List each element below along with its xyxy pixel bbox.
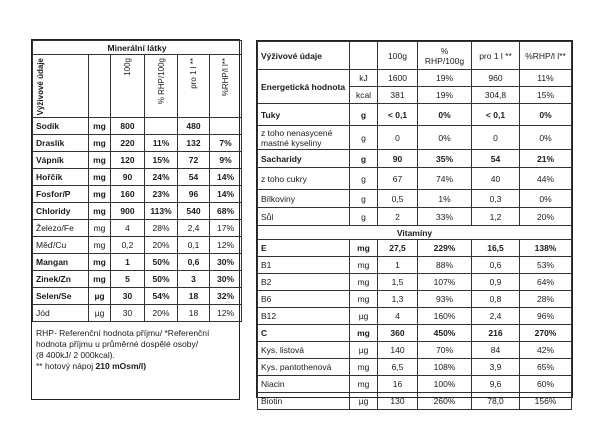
vitamin-row-unit: µg <box>350 342 378 359</box>
nutrient-row <box>258 104 572 126</box>
nutrient-row <box>258 126 572 150</box>
nutrient-row-pctl: 44% <box>520 168 572 190</box>
mineral-row <box>33 271 242 288</box>
vitamin-row-v100: 4 <box>378 308 418 325</box>
mineral-row-pct: 50% <box>145 254 178 271</box>
nutrient-row-perl: 40 <box>472 168 520 190</box>
vitamin-row-perl: 78,0 <box>472 393 520 410</box>
mineral-row-name: Železo/Fe <box>33 220 89 237</box>
vitamin-row-v100: 140 <box>378 342 418 359</box>
mineral-row <box>33 169 242 186</box>
vitamin-row-pctl: 64% <box>520 274 572 291</box>
vitamin-row-unit: mg <box>350 291 378 308</box>
vitamin-row-name: Kys. listová <box>258 342 350 359</box>
nutrient-row-pctl: 0% <box>520 104 572 126</box>
mineral-row-unit: mg <box>89 220 111 237</box>
header-pct-100g: % RHP/100g <box>156 58 166 105</box>
energy-label: Energetická hodnota <box>258 70 350 104</box>
vitamin-row-name: B2 <box>258 274 350 291</box>
vitamin-row-unit: mg <box>350 257 378 274</box>
mineral-row-name: Draslík <box>33 135 89 152</box>
header-100g: 100g <box>123 58 132 76</box>
nutrient-row-v100: 0,5 <box>378 190 418 208</box>
energy-kcal-row: kcal 381 19% 304,8 15% <box>258 87 572 104</box>
vitamin-row <box>258 240 572 257</box>
vitamin-row <box>258 342 572 359</box>
mineral-row-unit: mg <box>89 152 111 169</box>
vitamin-row-pctl: 42% <box>520 342 572 359</box>
nutrient-row-perl: < 0,1 <box>472 104 520 126</box>
mineral-row <box>33 152 242 169</box>
mineral-row-v100: 120 <box>111 152 145 169</box>
vitamin-row-pctl: 28% <box>520 291 572 308</box>
mineral-row-pct: 23% <box>145 186 178 203</box>
mineral-row-perl: 480 <box>178 118 210 135</box>
vitamin-row-perl: 9,6 <box>472 376 520 393</box>
mineral-row-perl: 18 <box>178 305 210 322</box>
nutrient-row-unit: g <box>350 150 378 168</box>
vitamin-row <box>258 291 572 308</box>
mineral-row-pctl: 14% <box>210 169 242 186</box>
vitamin-row-unit: mg <box>350 376 378 393</box>
mineral-row-unit: mg <box>89 203 111 220</box>
minerals-title: Minerální látky <box>33 41 242 55</box>
mineral-row-perl: 0,1 <box>178 237 210 254</box>
nutrient-row-pct: 0% <box>418 126 472 150</box>
mineral-row-perl: 18 <box>178 288 210 305</box>
nutrient-row-name: Tuky <box>258 104 350 126</box>
vitamin-row-perl: 2,4 <box>472 308 520 325</box>
nutrition-panel <box>256 40 573 406</box>
vitamin-row-pct: 107% <box>418 274 472 291</box>
mineral-row-unit: mg <box>89 118 111 135</box>
mineral-row-v100: 1 <box>111 254 145 271</box>
nutrient-row-name: z toho cukry <box>258 168 350 190</box>
mineral-row-v100: 160 <box>111 186 145 203</box>
header-100g: 100g <box>378 42 418 70</box>
vitamin-row <box>258 325 572 342</box>
mineral-row-pctl: 30% <box>210 254 242 271</box>
nutrient-row-name: Sacharidy <box>258 150 350 168</box>
header-per-litre: pro 1 l ** <box>472 42 520 70</box>
mineral-row <box>33 203 242 220</box>
mineral-row-name: Chloridy <box>33 203 89 220</box>
nutrient-row-unit: g <box>350 126 378 150</box>
vitamin-row-pct: 70% <box>418 342 472 359</box>
mineral-row-v100: 220 <box>111 135 145 152</box>
mineral-row-name: Fosfor/P <box>33 186 89 203</box>
vitamin-row <box>258 274 572 291</box>
mineral-row-v100: 30 <box>111 288 145 305</box>
mineral-row-pct: 113% <box>145 203 178 220</box>
vitamin-row-pct: 229% <box>418 240 472 257</box>
mineral-row-name: Selen/Se <box>33 288 89 305</box>
nutrition-body <box>258 104 572 226</box>
nutrient-row-perl: 1,2 <box>472 208 520 226</box>
vitamin-row-perl: 216 <box>472 325 520 342</box>
vitamins-title: Vitamíny <box>258 226 572 240</box>
nutrient-row-v100: 67 <box>378 168 418 190</box>
mineral-row-v100: 800 <box>111 118 145 135</box>
vitamin-row-pctl: 138% <box>520 240 572 257</box>
mineral-row-perl: 72 <box>178 152 210 169</box>
reference-note: RHP- Referenční hodnota příjmu/ *Referenční hodnota příjmu u průměrné dospělé osoby/ (8 400kJ/ 2 000kcal). ** hotový nápoj 210 mOsm/l) <box>36 328 210 372</box>
vitamin-row-unit: µg <box>350 308 378 325</box>
vitamin-row <box>258 359 572 376</box>
mineral-row-pct: 15% <box>145 152 178 169</box>
vitamin-row-pctl: 60% <box>520 376 572 393</box>
mineral-row-pctl: 7% <box>210 135 242 152</box>
vitamin-row <box>258 393 572 410</box>
vitamin-row-perl: 0,6 <box>472 257 520 274</box>
mineral-row-pctl <box>210 118 242 135</box>
vitamin-row-name: C <box>258 325 350 342</box>
nutrient-row-v100: 0 <box>378 126 418 150</box>
vitamin-row-pct: 160% <box>418 308 472 325</box>
mineral-row-perl: 96 <box>178 186 210 203</box>
mineral-row <box>33 135 242 152</box>
nutrient-row-pct: 0% <box>418 104 472 126</box>
vitamin-row-perl: 16,5 <box>472 240 520 257</box>
header-pct-100g: % RHP/100g <box>418 42 472 70</box>
mineral-row-unit: mg <box>89 169 111 186</box>
mineral-row-pctl: 12% <box>210 305 242 322</box>
mineral-row-name: Jód <box>33 305 89 322</box>
nutrient-row-perl: 54 <box>472 150 520 168</box>
mineral-row-name: Sodík <box>33 118 89 135</box>
mineral-row-perl: 540 <box>178 203 210 220</box>
mineral-row-unit: mg <box>89 135 111 152</box>
vitamin-row-name: Kys. pantothenová <box>258 359 350 376</box>
mineral-row-perl: 54 <box>178 169 210 186</box>
mineral-row-v100: 4 <box>111 220 145 237</box>
mineral-row <box>33 118 242 135</box>
mineral-row-v100: 5 <box>111 271 145 288</box>
nutrient-row-v100: 2 <box>378 208 418 226</box>
vitamin-row-pctl: 156% <box>520 393 572 410</box>
nutrient-row <box>258 208 572 226</box>
mineral-row-pctl: 32% <box>210 288 242 305</box>
vitamin-row-v100: 6,5 <box>378 359 418 376</box>
vitamin-row-v100: 16 <box>378 376 418 393</box>
mineral-row-name: Zinek/Zn <box>33 271 89 288</box>
nutrient-row-name: Bílkoviny <box>258 190 350 208</box>
mineral-row-pctl: 30% <box>210 271 242 288</box>
vitamin-row-unit: mg <box>350 359 378 376</box>
nutrient-row <box>258 190 572 208</box>
nutrient-row-pct: 33% <box>418 208 472 226</box>
vitamin-row-unit: mg <box>350 274 378 291</box>
vitamin-row-unit: mg <box>350 325 378 342</box>
mineral-row-v100: 0,2 <box>111 237 145 254</box>
nutrient-row-pct: 35% <box>418 150 472 168</box>
mineral-row-pctl: 17% <box>210 220 242 237</box>
vitamin-row-pct: 100% <box>418 376 472 393</box>
nutrient-row <box>258 168 572 190</box>
mineral-row-pct: 50% <box>145 271 178 288</box>
vitamin-row-pct: 108% <box>418 359 472 376</box>
nutrient-row-name: z toho nenasycené mastné kyseliny <box>258 126 350 150</box>
mineral-row-pct: 24% <box>145 169 178 186</box>
vitamin-row-v100: 1,3 <box>378 291 418 308</box>
vitamin-row-pctl: 270% <box>520 325 572 342</box>
mineral-row-name: Mangan <box>33 254 89 271</box>
vitamin-row <box>258 257 572 274</box>
mineral-row <box>33 186 242 203</box>
vitamin-row-perl: 84 <box>472 342 520 359</box>
vitamin-row-perl: 3,9 <box>472 359 520 376</box>
vitamin-row-pct: 88% <box>418 257 472 274</box>
nutrient-row-unit: g <box>350 168 378 190</box>
nutrient-row-v100: 90 <box>378 150 418 168</box>
nutrient-row-name: Sůl <box>258 208 350 226</box>
vitamin-row-unit: µg <box>350 393 378 410</box>
vitamin-row-v100: 1,5 <box>378 274 418 291</box>
mineral-row-unit: mg <box>89 186 111 203</box>
vitamin-row-name: B6 <box>258 291 350 308</box>
vitamin-row-name: E <box>258 240 350 257</box>
nutrient-row-unit: g <box>350 190 378 208</box>
mineral-row-perl: 2,4 <box>178 220 210 237</box>
vitamin-row-pctl: 96% <box>520 308 572 325</box>
mineral-row <box>33 288 242 305</box>
header-nutrition: Výživové údaje <box>258 42 350 70</box>
mineral-row <box>33 220 242 237</box>
nutrient-row-v100: < 0,1 <box>378 104 418 126</box>
vitamin-row <box>258 308 572 325</box>
minerals-body <box>33 118 242 322</box>
vitamin-row-v100: 27,5 <box>378 240 418 257</box>
vitamin-row-pct: 450% <box>418 325 472 342</box>
mineral-row-v100: 900 <box>111 203 145 220</box>
header-pct-litre: %RHP/l l** <box>520 42 572 70</box>
mineral-row-unit: mg <box>89 271 111 288</box>
vitamin-row <box>258 376 572 393</box>
vitamin-row-pct: 93% <box>418 291 472 308</box>
nutrition-header-row <box>258 42 572 70</box>
vitamins-body <box>258 240 572 410</box>
mineral-row-pctl: 14% <box>210 186 242 203</box>
vitamin-row-v100: 1 <box>378 257 418 274</box>
nutrient-row-pctl: 20% <box>520 208 572 226</box>
nutrient-row-pct: 1% <box>418 190 472 208</box>
mineral-row-perl: 0,6 <box>178 254 210 271</box>
vitamin-row-perl: 0,8 <box>472 291 520 308</box>
mineral-row-pct: 54% <box>145 288 178 305</box>
mineral-row-perl: 3 <box>178 271 210 288</box>
vitamin-row-perl: 0,9 <box>472 274 520 291</box>
header-per-litre: pro 1 l ** <box>189 58 198 89</box>
mineral-row-v100: 30 <box>111 305 145 322</box>
vitamin-row-name: B12 <box>258 308 350 325</box>
nutrient-row-pctl: 21% <box>520 150 572 168</box>
vitamin-row-name: Biotin <box>258 393 350 410</box>
mineral-row-pctl: 12% <box>210 237 242 254</box>
mineral-row-unit: mg <box>89 237 111 254</box>
mineral-row-pctl: 68% <box>210 203 242 220</box>
vitamin-row-name: Niacin <box>258 376 350 393</box>
mineral-row-unit: µg <box>89 305 111 322</box>
energy-kj-row: Energetická hodnota kJ 1600 19% 960 11% <box>258 70 572 87</box>
mineral-row-v100: 90 <box>111 169 145 186</box>
mineral-row <box>33 305 242 322</box>
header-pct-litre: %RHP/l l** <box>221 58 231 97</box>
mineral-row-unit: mg <box>89 254 111 271</box>
mineral-row-pct <box>145 118 178 135</box>
nutrient-row-perl: 0 <box>472 126 520 150</box>
nutrient-row-unit: g <box>350 208 378 226</box>
mineral-row <box>33 254 242 271</box>
minerals-table <box>32 40 242 322</box>
vitamin-row-v100: 360 <box>378 325 418 342</box>
minerals-header-row <box>33 55 242 118</box>
vitamin-row-name: B1 <box>258 257 350 274</box>
mineral-row <box>33 237 242 254</box>
mineral-row-unit: µg <box>89 288 111 305</box>
nutrient-row-unit: g <box>350 104 378 126</box>
mineral-row-name: Měď/Cu <box>33 237 89 254</box>
nutrition-table <box>257 41 572 410</box>
mineral-row-pct: 20% <box>145 305 178 322</box>
vitamin-row-pctl: 65% <box>520 359 572 376</box>
header-nutrition: Výživové údaje <box>36 58 45 116</box>
mineral-row-pct: 28% <box>145 220 178 237</box>
vitamin-row-pctl: 53% <box>520 257 572 274</box>
mineral-row-pct: 20% <box>145 237 178 254</box>
vitamin-row-unit: mg <box>350 240 378 257</box>
nutrient-row <box>258 150 572 168</box>
mineral-row-name: Vápník <box>33 152 89 169</box>
minerals-panel <box>31 39 240 400</box>
vitamin-row-v100: 130 <box>378 393 418 410</box>
nutrient-row-perl: 0,3 <box>472 190 520 208</box>
mineral-row-pct: 11% <box>145 135 178 152</box>
mineral-row-name: Hořčík <box>33 169 89 186</box>
mineral-row-perl: 132 <box>178 135 210 152</box>
mineral-row-pctl: 9% <box>210 152 242 169</box>
nutrient-row-pctl: 0% <box>520 190 572 208</box>
nutrient-row-pctl: 0% <box>520 126 572 150</box>
nutrient-row-pct: 74% <box>418 168 472 190</box>
vitamin-row-pct: 260% <box>418 393 472 410</box>
